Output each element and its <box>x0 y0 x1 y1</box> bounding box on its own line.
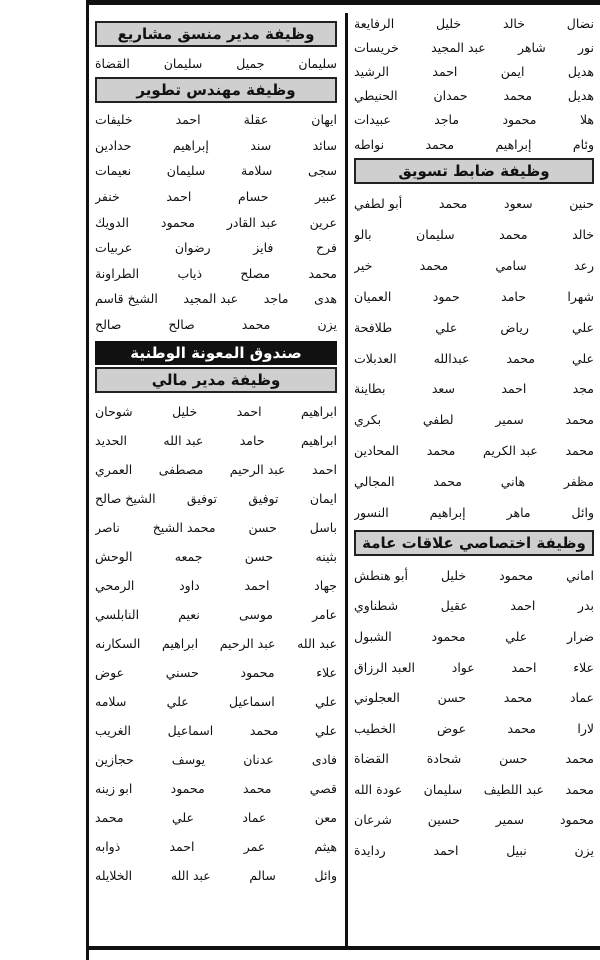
name-part: الشيخ صالح <box>95 491 156 507</box>
name-part: حسن <box>248 520 277 536</box>
name-row <box>95 107 337 133</box>
name-list <box>95 51 337 75</box>
name-part: باسل <box>309 520 337 536</box>
name-part: حجازين <box>95 752 134 768</box>
name-row <box>354 713 594 744</box>
name-part: رضوان <box>174 240 211 256</box>
name-part: علي <box>435 319 458 335</box>
name-part: عبد المجيد <box>183 291 239 307</box>
name-part: عدنان <box>243 752 274 768</box>
name-part: احمد <box>169 839 195 855</box>
name-row <box>95 542 337 571</box>
name-part: هدى <box>314 291 337 307</box>
name-part: عبير <box>315 189 337 205</box>
name-part: حسن <box>499 751 528 767</box>
name-row <box>354 621 594 652</box>
name-part: عبيدات <box>354 112 391 128</box>
name-part: اماني <box>566 567 594 583</box>
name-part: مظفر <box>563 474 594 490</box>
name-row <box>354 560 594 591</box>
name-part: علاء <box>316 665 337 681</box>
name-part: احمد <box>175 112 201 128</box>
name-part: وائل <box>571 504 594 520</box>
name-part: أبو لطفي <box>354 196 403 212</box>
name-part: محمد <box>506 350 536 366</box>
name-part: ابراهيم <box>162 636 199 652</box>
name-part: عبد اللطيف <box>483 781 544 797</box>
name-row <box>354 312 594 343</box>
name-part: الرفايعة <box>354 15 395 31</box>
name-part: طلافحة <box>354 319 393 335</box>
name-row <box>354 219 594 250</box>
name-row <box>95 209 337 235</box>
section-title: وظيفة اختصاصي علاقات عامة <box>354 530 594 556</box>
name-row <box>354 774 594 805</box>
name-row <box>354 250 594 281</box>
name-part: علي <box>571 319 594 335</box>
name-part: عبد الله <box>170 868 211 884</box>
name-row <box>95 513 337 542</box>
name-part: هلا <box>579 112 594 128</box>
name-part: احمد <box>312 462 337 478</box>
name-part: بطاينة <box>354 381 386 397</box>
name-row <box>354 373 594 404</box>
name-part: إبراهيم <box>172 137 209 153</box>
name-part: صالح <box>95 317 122 333</box>
name-part: سليمان <box>163 55 203 71</box>
name-part: شوحان <box>95 404 133 420</box>
name-row <box>95 861 337 890</box>
name-part: المحادين <box>354 443 399 459</box>
section-title: وظيفة ضابط تسويق <box>354 158 594 184</box>
name-part: نواطه <box>354 136 385 152</box>
name-part: أبو هنطش <box>354 567 408 583</box>
name-part: محمد <box>419 257 449 273</box>
name-part: الحديد <box>95 433 127 449</box>
name-part: محمد <box>426 443 456 459</box>
name-row <box>95 397 337 426</box>
name-part: الطراونة <box>95 265 140 281</box>
name-row <box>354 188 594 219</box>
name-part: سالم <box>249 868 276 884</box>
name-part: قصي <box>309 781 337 797</box>
name-part: عماد <box>569 690 594 706</box>
name-row <box>354 108 594 132</box>
name-row <box>354 11 594 35</box>
name-part: محمد <box>438 196 468 212</box>
name-part: سلامه <box>95 694 127 710</box>
name-part: علاء <box>573 659 594 675</box>
name-part: محمود <box>240 665 275 681</box>
name-row <box>354 132 594 156</box>
name-row <box>95 261 337 287</box>
name-part: محمد <box>565 751 594 767</box>
name-row <box>354 281 594 312</box>
name-part: فايز <box>253 240 274 256</box>
name-part: سليمان <box>298 55 337 71</box>
name-part: ايمن <box>500 63 525 79</box>
name-part: يوسف <box>171 752 206 768</box>
name-part: نعيم <box>178 607 200 623</box>
section-continued-list <box>354 11 594 156</box>
name-row <box>95 658 337 687</box>
name-part: خليل <box>172 404 198 420</box>
name-list <box>354 11 594 156</box>
name-part: ابراهيم <box>300 433 337 449</box>
name-part: احمد <box>511 659 537 675</box>
organization-title: صندوق المعونة الوطنية <box>95 341 337 365</box>
name-part: حدادين <box>95 137 132 153</box>
name-part: شطناوي <box>354 598 399 614</box>
name-part: نعيمات <box>95 163 132 179</box>
name-part: رعد <box>573 257 594 273</box>
name-part: خالد <box>572 226 594 242</box>
name-part: وائل <box>314 868 337 884</box>
name-part: محمد <box>503 690 533 706</box>
name-row <box>95 745 337 774</box>
name-part: محمد <box>565 412 594 428</box>
name-row <box>354 84 594 108</box>
name-part: ابراهيم <box>300 404 337 420</box>
name-part: عامر <box>312 607 337 623</box>
name-part: ابو زينه <box>95 781 133 797</box>
name-row <box>95 312 337 338</box>
section-marketing-officer <box>354 158 594 528</box>
name-part: حسين <box>427 812 460 828</box>
name-part: لارا <box>577 720 594 736</box>
name-row <box>95 455 337 484</box>
name-part: العمري <box>95 462 133 478</box>
name-part: ردايدة <box>354 843 386 859</box>
name-row <box>95 571 337 600</box>
name-part: حنين <box>569 196 594 212</box>
name-part: العبد الرزاق <box>354 659 416 675</box>
name-part: احمد <box>244 578 270 594</box>
name-part: محمد <box>308 265 337 281</box>
name-part: محمد <box>241 317 271 333</box>
name-part: محمد <box>507 720 536 736</box>
name-row <box>354 652 594 683</box>
name-part: محمود <box>431 628 466 644</box>
name-part: علي <box>571 350 594 366</box>
name-part: محمد الشيخ <box>152 520 216 536</box>
name-row <box>95 629 337 658</box>
name-part: إبراهيم <box>495 136 532 152</box>
name-row <box>95 133 337 159</box>
name-part: عبد الكريم <box>483 443 538 459</box>
name-part: بدر <box>577 598 594 614</box>
name-part: مصلح <box>240 265 271 281</box>
name-part: سلامة <box>241 163 273 179</box>
name-part: سليمان <box>166 163 206 179</box>
name-part: سليمان <box>416 226 455 242</box>
name-part: جمعه <box>174 549 203 565</box>
name-row <box>95 286 337 312</box>
name-part: ايهان <box>311 112 337 128</box>
name-row <box>95 803 337 832</box>
name-part: سعود <box>504 196 533 212</box>
name-part: مجد <box>572 381 594 397</box>
name-part: احمد <box>236 404 262 420</box>
name-part: محمود <box>160 214 195 230</box>
name-part: ماهر <box>506 504 531 520</box>
name-row <box>95 484 337 513</box>
name-part: احمد <box>501 381 527 397</box>
name-row <box>95 51 337 75</box>
name-part: علي <box>314 723 337 739</box>
name-part: بكري <box>354 412 382 428</box>
name-part: الحنيطي <box>354 88 398 104</box>
name-part: ذياب <box>177 265 203 281</box>
name-part: يزن <box>317 317 337 333</box>
name-row <box>95 184 337 210</box>
name-part: ذوابه <box>95 839 121 855</box>
name-part: المجالي <box>354 474 395 490</box>
name-part: عبد الرحيم <box>219 636 276 652</box>
name-row <box>354 466 594 497</box>
name-part: خنفر <box>95 189 120 205</box>
name-part: عبد القادر <box>226 214 278 230</box>
name-part: علي <box>166 694 189 710</box>
name-part: خريسات <box>354 39 399 55</box>
name-part: خير <box>354 257 373 273</box>
name-part: شاهر <box>518 39 546 55</box>
name-part: سعد <box>431 381 455 397</box>
name-part: النابلسي <box>95 607 140 623</box>
name-part: الرمحي <box>95 578 135 594</box>
name-part: عربيات <box>95 240 133 256</box>
name-part: حسام <box>238 189 269 205</box>
name-part: خالد <box>503 15 525 31</box>
name-part: محمد <box>433 474 462 490</box>
name-part: محمد <box>95 810 124 826</box>
name-part: النسور <box>354 504 389 520</box>
name-part: الرشيد <box>354 63 390 79</box>
name-part: محمد <box>565 443 594 459</box>
section-finance-manager <box>95 367 337 890</box>
name-part: احمد <box>433 843 459 859</box>
name-row <box>354 435 594 466</box>
name-row <box>354 497 594 528</box>
name-part: هديل <box>567 63 594 79</box>
name-part: خليفات <box>95 112 133 128</box>
name-part: الغريب <box>95 723 131 739</box>
name-part: جهاد <box>314 578 337 594</box>
name-list <box>95 107 337 337</box>
name-row <box>95 687 337 716</box>
name-row <box>354 805 594 836</box>
name-part: بالو <box>354 226 372 242</box>
name-part: داود <box>179 578 200 594</box>
section-title: وظيفة مدير مالي <box>95 367 337 393</box>
name-list <box>95 397 337 890</box>
section-development-engineer <box>95 77 337 337</box>
name-part: علي <box>171 810 194 826</box>
name-row <box>354 743 594 774</box>
name-part: حامد <box>239 433 265 449</box>
name-part: محمد <box>242 781 272 797</box>
section-title: وظيفة مدير منسق مشاريع <box>95 21 337 47</box>
name-part: احمد <box>166 189 192 205</box>
left-column <box>89 5 345 946</box>
name-part: عواد <box>451 659 475 675</box>
name-part: شحادة <box>426 751 462 767</box>
name-part: سمير <box>495 812 525 828</box>
name-part: عبدالله <box>433 350 470 366</box>
name-part: محمد <box>565 781 594 797</box>
name-part: عرين <box>309 214 337 230</box>
name-part: العميان <box>354 288 392 304</box>
name-part: حسني <box>165 665 199 681</box>
name-part: عودة الله <box>354 781 403 797</box>
bottom-rule <box>86 946 600 950</box>
name-part: إبراهيم <box>429 504 466 520</box>
name-part: حمدان <box>433 88 468 104</box>
name-part: صالح <box>168 317 195 333</box>
name-part: محمد <box>503 88 533 104</box>
name-part: يزن <box>574 843 594 859</box>
name-part: نور <box>578 39 594 55</box>
name-part: محمود <box>170 781 205 797</box>
name-part: ماجد <box>434 112 460 128</box>
name-row <box>354 59 594 83</box>
name-part: الشبول <box>354 628 392 644</box>
name-part: سائد <box>312 137 337 153</box>
name-row <box>95 774 337 803</box>
name-part: معن <box>314 810 337 826</box>
name-part: العجلوني <box>354 690 400 706</box>
name-part: سليمان <box>423 781 463 797</box>
name-part: وئام <box>572 136 594 152</box>
name-part: حمود <box>432 288 460 304</box>
name-part: علي <box>505 628 528 644</box>
name-part: عبد الله <box>297 636 337 652</box>
name-part: اسماعيل <box>167 723 214 739</box>
name-row <box>95 426 337 455</box>
name-part: احمد <box>510 598 536 614</box>
name-part: محمود <box>559 812 594 828</box>
name-row <box>354 35 594 59</box>
name-part: ناصر <box>95 520 120 536</box>
name-part: هاني <box>500 474 526 490</box>
name-part: عماد <box>242 810 267 826</box>
name-part: محمد <box>499 226 528 242</box>
name-part: لطفي <box>422 412 454 428</box>
section-pr-specialist <box>354 530 594 866</box>
name-part: محمد <box>425 136 455 152</box>
name-part: موسى <box>238 607 273 623</box>
name-part: السكارنه <box>95 636 141 652</box>
name-part: عمر <box>243 839 266 855</box>
name-part: خليل <box>440 567 467 583</box>
name-list <box>354 188 594 528</box>
name-row <box>354 591 594 622</box>
name-part: عقيل <box>440 598 468 614</box>
name-part: حسن <box>244 549 274 565</box>
name-part: الشيخ قاسم <box>95 291 158 307</box>
name-row <box>95 832 337 861</box>
name-row <box>95 716 337 745</box>
name-part: جميل <box>236 55 265 71</box>
name-part: عوض <box>95 665 125 681</box>
name-part: الخلايله <box>95 868 133 884</box>
name-part: الدويك <box>95 214 129 230</box>
name-part: حسن <box>437 690 466 706</box>
name-row <box>95 158 337 184</box>
name-part: الخطيب <box>354 720 396 736</box>
name-row <box>95 235 337 261</box>
name-part: عوض <box>437 720 467 736</box>
name-part: سمير <box>495 412 524 428</box>
name-part: شرعان <box>354 812 392 828</box>
right-column <box>348 5 600 946</box>
name-row <box>354 682 594 713</box>
name-part: عبد الله <box>163 433 204 449</box>
name-part: اسماعيل <box>228 694 275 710</box>
name-part: القضاة <box>95 55 130 71</box>
name-part: رياض <box>500 319 529 335</box>
section-project-coordinator-manager <box>95 21 337 75</box>
name-part: احمد <box>432 63 458 79</box>
name-row <box>354 835 594 866</box>
name-part: بثينه <box>315 549 337 565</box>
name-part: محمود <box>499 567 534 583</box>
name-part: توفيق <box>186 491 218 507</box>
name-row <box>354 343 594 374</box>
name-part: خليل <box>436 15 462 31</box>
name-row <box>354 404 594 435</box>
listing-sheet <box>89 5 600 946</box>
name-part: علي <box>314 694 337 710</box>
name-part: محمود <box>502 112 537 128</box>
name-part: سجى <box>308 163 337 179</box>
name-part: هيثم <box>314 839 337 855</box>
name-part: نبيل <box>506 843 527 859</box>
name-part: فرح <box>316 240 337 256</box>
name-part: عبد الرحيم <box>229 462 286 478</box>
name-part: نضال <box>566 15 594 31</box>
name-part: فادى <box>311 752 337 768</box>
name-part: شهرا <box>567 288 594 304</box>
name-part: سند <box>250 137 272 153</box>
name-part: هديل <box>567 88 594 104</box>
name-part: الوحش <box>95 549 133 565</box>
name-part: ايمان <box>309 491 337 507</box>
name-part: عقلة <box>243 112 269 128</box>
section-title: وظيفة مهندس تطوير <box>95 77 337 103</box>
name-part: حامد <box>501 288 526 304</box>
name-part: العدبلات <box>354 350 397 366</box>
name-part: مصطفى <box>158 462 204 478</box>
name-part: ماجد <box>263 291 289 307</box>
name-part: سامي <box>495 257 527 273</box>
name-list <box>354 560 594 866</box>
name-part: عبد المجيد <box>431 39 486 55</box>
name-part: القضاة <box>354 751 389 767</box>
name-part: ضرار <box>566 628 594 644</box>
name-row <box>95 600 337 629</box>
name-part: توفيق <box>248 491 279 507</box>
name-part: محمد <box>249 723 279 739</box>
